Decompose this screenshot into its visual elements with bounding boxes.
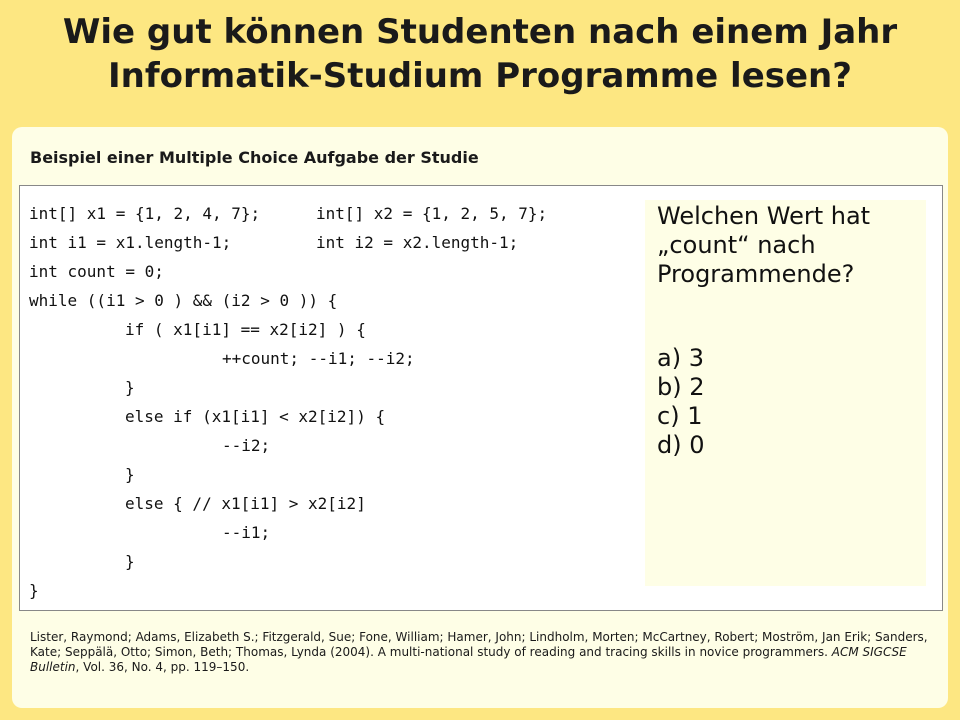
code-line: if ( x1[i1] == x2[i2] ) { [125, 320, 366, 339]
code-line: ++count; --i1; --i2; [222, 349, 415, 368]
answer-option: c) 1 [657, 402, 703, 430]
code-line: while ((i1 > 0 ) && (i2 > 0 )) { [29, 291, 338, 310]
code-line: int i1 = x1.length-1; [29, 233, 232, 252]
code-line-right: int[] x2 = {1, 2, 5, 7}; [316, 204, 548, 223]
code-line: --i1; [222, 523, 271, 542]
code-line: else { // x1[i1] > x2[i2] [125, 494, 366, 513]
code-line-right: int i2 = x2.length-1; [316, 233, 519, 252]
slide-title [0, 10, 960, 98]
code-line: else if (x1[i1] < x2[i2]) { [125, 407, 386, 426]
question-box [645, 200, 926, 586]
answer-option: b) 2 [657, 373, 705, 401]
question-text [657, 202, 922, 289]
answer-list [657, 344, 705, 460]
question-line: „count“ nach [657, 231, 816, 259]
code-line: int[] x1 = {1, 2, 4, 7}; [29, 204, 261, 223]
title-line-1: Wie gut können Studenten nach einem Jahr [62, 12, 898, 52]
citation-details: , Vol. 36, No. 4, pp. 119–150. [75, 660, 250, 674]
code-line: } [125, 465, 135, 484]
subtitle: Beispiel einer Multiple Choice Aufgabe der Studie [30, 148, 479, 167]
question-line: Programmende? [657, 260, 855, 288]
title-line-2: Informatik-Studium Programme lesen? [108, 56, 852, 96]
code-line: } [29, 581, 39, 600]
code-line: } [125, 378, 135, 397]
citation-text: Lister, Raymond; Adams, Elizabeth S.; Fitzgerald, Sue; Fone, William; Hamer, John; Lindholm, Morten; McCartney, Robert; Moström, Jan Erik; Sanders, Kate; Seppälä, Otto; Simon, Beth; Thomas, Lynda (2004). A multi-national study of reading and tracing skills in novice programmers. [30, 630, 928, 659]
code-line: } [125, 552, 135, 571]
citation-journal: ACM SIGCSE Bulletin [30, 645, 907, 674]
question-line: Welchen Wert hat [657, 202, 871, 230]
code-line: int count = 0; [29, 262, 164, 281]
answer-option: d) 0 [657, 431, 705, 459]
citation [30, 630, 930, 675]
answer-option: a) 3 [657, 344, 704, 372]
code-line: --i2; [222, 436, 271, 455]
